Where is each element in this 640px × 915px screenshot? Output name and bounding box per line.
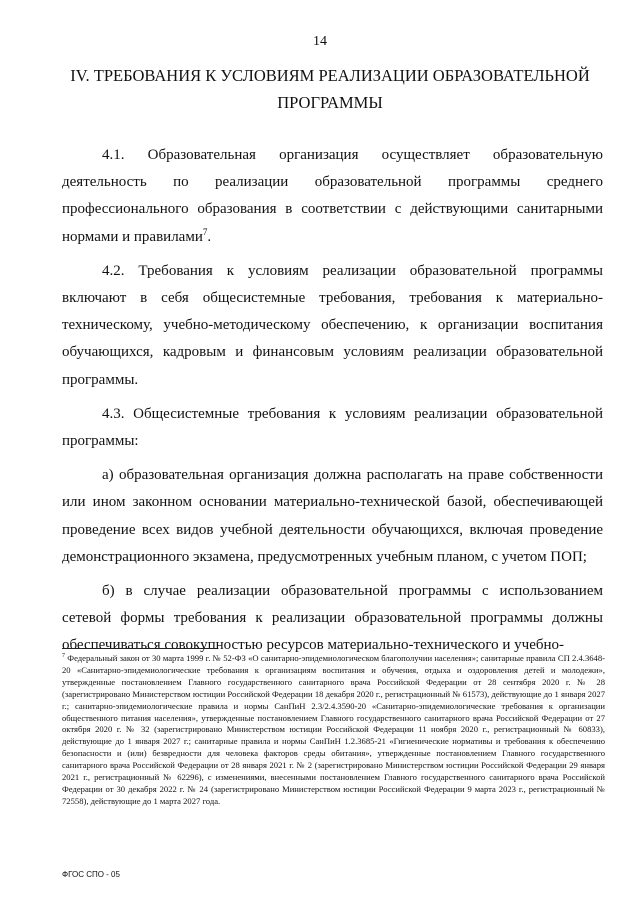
page-footer: ФГОС СПО - 05 bbox=[62, 870, 120, 879]
paragraph-item-a: а) образовательная организация должна располагать на праве собственности или ином законном основании материально-технической базой, обеспечивающей проведение всех видов учебной деятельности обучающихся, включая проведение демонстрационного экзамена, предусмотренных учебным планом, с учетом ПОП; bbox=[62, 467, 603, 565]
body-text bbox=[62, 142, 603, 667]
footnote-divider bbox=[62, 648, 217, 649]
paragraph-item-b: б) в случае реализации образовательной программы с использованием сетевой формы требования к реализации образовательной программы должны обеспечиваться совокупностью ресурсов материально-технического и учебно- bbox=[62, 583, 603, 654]
paragraph-4-2: 4.2. Требования к условиям реализации образовательной программы включают в себя общесистемные требования, требования к материально-техническому, учебно-методическому обеспечению, к организации воспитания обучающихся, кадровым и финансовым условиям реализации образовательной программы. bbox=[62, 262, 603, 388]
footnote-marker: 7 bbox=[62, 653, 65, 660]
footnote bbox=[62, 653, 605, 808]
footnote-text: Федеральный закон от 30 марта 1999 г. № 52-ФЗ «О санитарно-эпидемиологическом благополучии населения»; санитарные правила СП 2.4.3648-20 «Санитарно-эпидемиологические требования к организациям воспитания и обучения, отдыха и оздоровления детей и молодежи», утвержденные постановлением Главного государственного санитарного врача Российской Федерации от 28 сентября 2020 г. № 28 (зарегистрировано Министерством юстиции Российской Федерации 18 декабря 2020 г., регистрационный № 61573), действующие до 1 января 2027 г.; санитарно-эпидемиологические правила и нормы СанПиН 2.3/2.4.3590-20 «Санитарно-эпидемиологические требования к организации общественного питания населения», утвержденные постановлением Главного государственного санитарного врача Российской Федерации от 27 октября 2020 г. № 32 (зарегистрировано Министерством юстиции Российской Федерации 11 ноября 2020 г., регистрационный № 60833), действующие до 1 января 2027 г.; санитарные правила и нормы СанПиН 1.2.3685-21 «Гигиенические нормативы и требования к обеспечению безопасности и (или) безвредности для человека факторов среды обитания», утвержденные постановлением Главного государственного санитарного врача Российской Федерации от 28 января 2021 г. № 2 (зарегистрировано Министерством юстиции Российской Федерации 29 января 2021 г., регистрационный № 62296), с изменениями, внесенными постановлением Главного государственного санитарного врача Российской Федерации от 30 декабря 2022 г. № 24 (зарегистрировано Министерством юстиции Российской Федерации 9 марта 2023 г., регистрационный № 72558), действующие до 1 марта 2027 года. bbox=[62, 653, 605, 806]
paragraph-text: 4.1. Образовательная организация осуществляет образовательную деятельность по реализации образовательной программы среднего профессионального образования в соответствии с действующими санитарными нормами и правилами bbox=[62, 147, 603, 245]
paragraph-4-1: 4.1. Образовательная организация осуществляет образовательную деятельность по реализации образовательной программы среднего профессионального образования в соответствии с действующими санитарными нормами и правилами$^7$. bbox=[62, 147, 603, 245]
section-heading: IV. ТРЕБОВАНИЯ К УСЛОВИЯМ РЕАЛИЗАЦИИ ОБРАЗОВАТЕЛЬНОЙ ПРОГРАММЫ bbox=[70, 66, 590, 112]
footnote-ref: 7 bbox=[202, 226, 208, 237]
paragraph-4-3: 4.3. Общесистемные требования к условиям реализации образовательной программы: bbox=[62, 405, 603, 450]
page-number: 14 bbox=[313, 34, 327, 49]
